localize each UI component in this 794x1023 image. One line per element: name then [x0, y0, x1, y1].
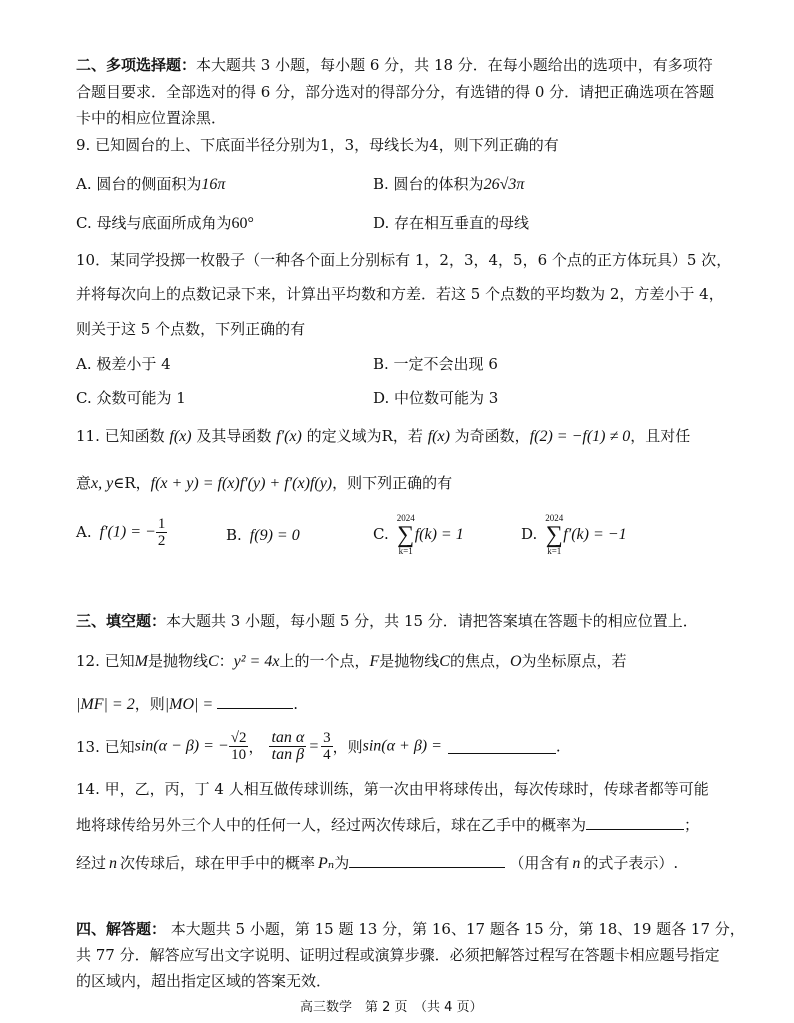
q9-option-b-math: 26√3π: [483, 176, 525, 193]
q12-math-F: F: [369, 653, 380, 670]
q12-text-7: 为坐标原点，若: [521, 652, 627, 670]
q14-text-5: 为: [334, 854, 350, 872]
q13-math-1: sin(α − β) = −: [134, 737, 229, 755]
q11-option-b-math: f(9) = 0: [249, 527, 300, 544]
q12-text-1: 12. 已知: [76, 652, 135, 670]
q12-text-6: 的焦点，: [449, 652, 510, 670]
q11-math-4: f(2) = −f(1) ≠ 0: [529, 428, 631, 445]
q11-option-c-label: C.: [373, 525, 389, 543]
q11-option-b: [226, 526, 300, 545]
q14-text-1: 地将球传给另外三个人中的任何一人，经过两次传球后，球在乙手中的概率为: [76, 816, 587, 834]
section-2-desc-3: 卡中的相应位置涂黑．: [76, 109, 227, 127]
q11-text-1: 11. 已知函数: [76, 427, 170, 445]
q12-math-O: O: [509, 653, 522, 670]
q11-option-d-math: f′(k) = −1: [563, 526, 627, 543]
q14-text-4: 次传球后，球在甲手中的概率: [120, 854, 316, 872]
q9-stem: 9. 已知圆台的上、下底面半径分别为1，3，母线长为4，则下列正确的有: [76, 136, 559, 154]
section-4-intro-line-1: [76, 918, 745, 939]
q11-option-c-math: f(k) = 1: [414, 526, 464, 543]
fraction-numerator: tan α: [271, 729, 305, 746]
section-2-desc-1: 本大题共 3 小题，每小题 6 分，共 18 分．在每小题给出的选项中，有多项符: [196, 56, 713, 74]
q14-answer-blank-2[interactable]: [349, 853, 505, 868]
sigma-symbol: 2024 ∑ k=1: [545, 513, 564, 556]
sigma-lower-bound: k=1: [398, 546, 413, 556]
q13-text-1: 13. 已知: [76, 738, 135, 756]
q12-stem-line-1: [76, 650, 627, 671]
q13-text-3: ，则: [332, 738, 363, 756]
q11-math-6: f(x + y) = f(x)f′(y) + f′(x)f(y): [150, 475, 333, 492]
section-4-desc-1: 本大题共 5 小题，第 15 题 13 分，第 16、17 题各 15 分，第 18、19 题各 17 分，: [166, 920, 745, 938]
fraction-denominator: 4: [323, 747, 331, 763]
section-3-desc: 本大题共 3 小题，每小题 5 分，共 15 分．请把答案填在答题卡的相应位置上．: [166, 612, 698, 630]
q9-option-c: [76, 212, 254, 233]
sigma-lower-bound: k=1: [547, 546, 562, 556]
q13-math-2: =: [308, 737, 320, 755]
q11-text-4: 为奇函数，: [449, 427, 530, 445]
section-3-heading: 三、填空题：: [76, 612, 167, 630]
q9-option-c-label: C. 母线与底面所成角为: [76, 214, 232, 232]
q11-math-3: f(x): [427, 428, 450, 445]
q11-option-a-fraction: [156, 516, 168, 549]
q10-stem-line-1: 10．某同学投掷一枚骰子（一种各个面上分别标有 1，2，3，4，5，6 个点的正方体玩具）5 次，: [76, 251, 732, 269]
q11-text-7: ∈R，: [113, 474, 151, 492]
q12-math-C: C: [207, 653, 219, 670]
q12-math-M: M: [134, 653, 148, 670]
fraction-numerator: 1: [157, 516, 166, 532]
q13-fraction-1: [229, 730, 249, 763]
q12-math-MO: |MO| =: [164, 696, 214, 713]
section-2-desc-2: 合题目要求．全部选对的得 6 分，部分选对的得部分分，有选错的得 0 分．请把正确选项在答题: [76, 83, 715, 101]
section-2-heading: 二、多项选择题：: [76, 56, 197, 74]
q11-text-5: ，且对任: [630, 427, 691, 445]
q11-text-3: 的定义域为R，若: [301, 427, 428, 445]
q11-text-6: 意: [76, 474, 92, 492]
sigma-upper-bound: 2024: [396, 513, 415, 523]
q9-option-b-label: B. 圆台的体积为: [373, 175, 484, 193]
q10-option-a: A. 极差小于 4: [76, 355, 171, 373]
q12-text-4: 上的一个点，: [279, 652, 370, 670]
q13-answer-blank[interactable]: [448, 739, 556, 754]
q13-fraction-3: [321, 730, 333, 763]
section-4-heading: 四、解答题：: [76, 920, 167, 938]
q12-text-3: ：: [218, 652, 234, 670]
fraction-denominator: tan β: [271, 746, 305, 763]
section-4-desc-3: 的区域内，超出指定区域的答案无效．: [76, 972, 332, 990]
q10-option-b: B. 一定不会出现 6: [373, 355, 498, 373]
q10-stem-line-3: 则关于这 5 个点数，下列正确的有: [76, 320, 306, 338]
fraction-numerator: √2: [230, 730, 247, 746]
q14-stem-line-2: [76, 814, 699, 835]
sigma-upper-bound: 2024: [545, 513, 564, 523]
q9-option-a-label: A. 圆台的侧面积为: [76, 175, 202, 193]
q14-stem-line-3: [76, 852, 678, 873]
q11-option-d: [521, 514, 627, 556]
q12-text-5: 是抛物线: [379, 652, 440, 670]
q14-text-2: ；: [684, 816, 700, 834]
q9-option-c-math: 60°: [231, 215, 254, 232]
q11-option-a-math: f′(1) = −: [99, 523, 156, 541]
fraction-denominator: 10: [231, 747, 247, 763]
q10-stem-line-2: 并将每次向上的点数记录下来，计算出平均数和方差．若这 5 个点数的平均数为 2，方差小于 4，: [76, 285, 724, 303]
q14-text-3: 经过: [76, 854, 107, 872]
fraction-denominator: 2: [157, 533, 166, 549]
q9-option-a-math: 16π: [201, 176, 226, 193]
q14-answer-blank-1[interactable]: [586, 815, 684, 830]
q9-option-d: D. 存在相互垂直的母线: [373, 214, 530, 232]
q11-math-1: f(x): [169, 428, 192, 445]
q10-option-c: C. 众数可能为 1: [76, 389, 186, 407]
section-4-desc-2: 共 77 分．解答应写出文字说明、证明过程或演算步骤．必须把解答过程写在答题卡相应题号指定: [76, 946, 720, 964]
q12-text-end: .: [293, 695, 298, 713]
q11-text-2: 及其导函数: [191, 427, 277, 445]
q12-text-8: ，则: [134, 695, 165, 713]
q11-math-5: x, y: [91, 475, 114, 492]
q10-option-d: D. 中位数可能为 3: [373, 389, 499, 407]
q11-math-2: f′(x): [276, 428, 302, 445]
q11-stem-line-1: [76, 425, 690, 446]
q11-option-c: [373, 514, 464, 556]
q14-math-n: n: [109, 855, 118, 872]
q9-option-a: [76, 173, 225, 194]
q12-stem-line-2: [76, 693, 298, 714]
q12-text-2: 是抛物线: [147, 652, 208, 670]
q11-stem-line-2: [76, 472, 452, 493]
q9-option-b: [373, 173, 524, 194]
q14-stem-line-1: 14. 甲，乙，丙，丁 4 人相互做传球训练，第一次由甲将球传出，每次传球时，传球者都等可能: [76, 780, 709, 798]
section-3-intro: [76, 610, 698, 631]
sigma-symbol: 2024 ∑ k=1: [396, 513, 415, 556]
fraction-numerator: 3: [323, 730, 331, 746]
q12-answer-blank[interactable]: [217, 694, 293, 709]
q13-text-2: ，: [248, 738, 264, 756]
q13-stem: [76, 730, 561, 763]
q13-fraction-2: [269, 730, 306, 763]
q11-option-a: [76, 516, 167, 549]
q14-math-Pn: Pₙ: [318, 855, 335, 872]
q12-math-MF: |MF| = 2: [76, 696, 135, 713]
q11-option-b-label: B.: [226, 526, 242, 544]
section-2-intro-line-1: [76, 54, 713, 75]
q11-option-a-label: A.: [76, 522, 92, 541]
page-footer: 高三数学 第 2 页 （共 4 页）: [300, 1000, 483, 1015]
q12-math-parabola: y² = 4x: [233, 653, 280, 670]
q12-math-C2: C: [439, 653, 450, 670]
q11-option-d-label: D.: [521, 525, 538, 543]
q11-text-8: ，则下列正确的有: [332, 474, 453, 492]
q13-text-end: .: [555, 737, 561, 756]
q14-math-n2: n: [572, 855, 581, 872]
q14-text-6: （用含有: [509, 854, 570, 872]
q13-math-3: sin(α + β) =: [362, 737, 442, 755]
q14-text-7: 的式子表示）.: [583, 854, 679, 872]
